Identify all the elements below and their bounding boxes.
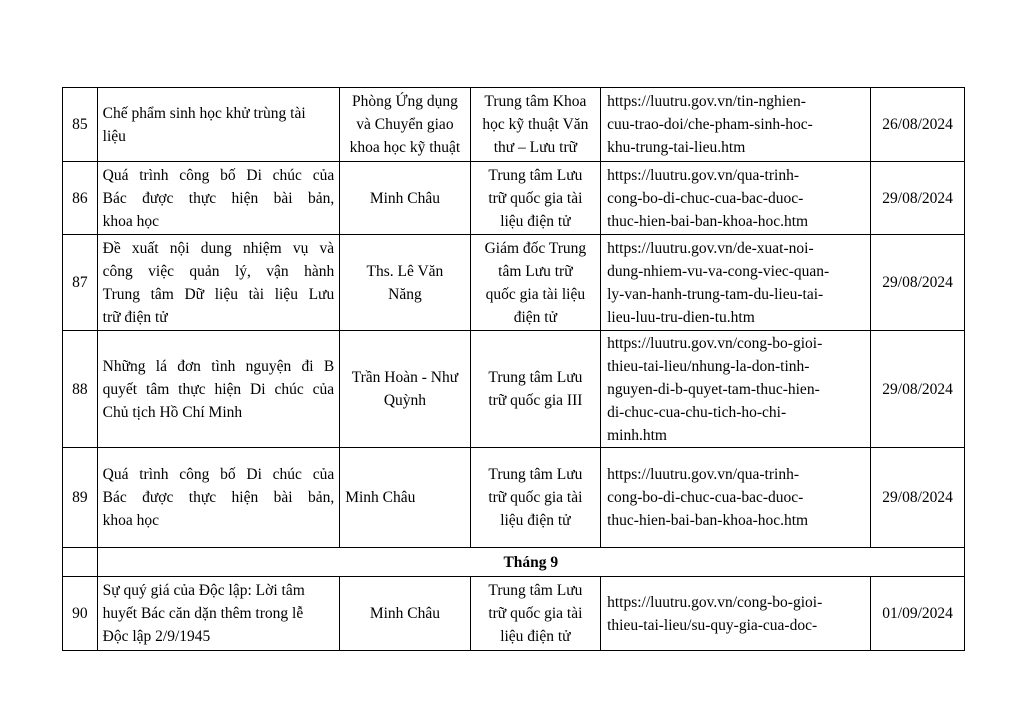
- records-table: [62, 87, 965, 651]
- publish-date: 29/08/2024: [871, 162, 965, 235]
- row-number: 85: [63, 88, 98, 162]
- article-url: https://luutru.gov.vn/qua-trinh- cong-bo-di-chuc-cua-bac-duoc- thuc-hien-bai-ban-khoa-hoc.htm: [601, 448, 871, 548]
- row-number: [63, 548, 98, 577]
- author: Trần Hoàn - Như Quỳnh: [340, 331, 470, 448]
- author: Phòng Ứng dụng và Chuyển giao khoa học kỹ thuật: [340, 88, 470, 162]
- organization: Trung tâm Lưu trữ quốc gia tài liệu điện tử: [470, 577, 600, 651]
- article-title: Đề xuất nội dung nhiệm vụ và công việc quản lý, vận hành Trung tâm Dữ liệu tài liệu Lưu trữ điện tử: [97, 235, 340, 331]
- organization: Trung tâm Khoa học kỹ thuật Văn thư – Lưu trữ: [470, 88, 600, 162]
- article-title: Quá trình công bố Di chúc của Bác được thực hiện bài bản, khoa học: [97, 448, 340, 548]
- organization: Trung tâm Lưu trữ quốc gia tài liệu điện tử: [470, 162, 600, 235]
- publish-date: 01/09/2024: [871, 577, 965, 651]
- publish-date: 29/08/2024: [871, 331, 965, 448]
- organization: Trung tâm Lưu trữ quốc gia III: [470, 331, 600, 448]
- row-number: 86: [63, 162, 98, 235]
- publish-date: 26/08/2024: [871, 88, 965, 162]
- article-title: Những lá đơn tình nguyện đi B quyết tâm thực hiện Di chúc của Chủ tịch Hồ Chí Minh: [97, 331, 340, 448]
- article-url: https://luutru.gov.vn/cong-bo-gioi- thieu-tai-lieu/nhung-la-don-tinh- nguyen-di-b-quyet-tam-thuc-hien- di-chuc-cua-chu-tich-ho-chi- minh.htm: [601, 331, 871, 448]
- table-row: [63, 331, 965, 448]
- publish-date: 29/08/2024: [871, 235, 965, 331]
- table-row: [63, 235, 965, 331]
- table-row: [63, 88, 965, 162]
- organization: Giám đốc Trung tâm Lưu trữ quốc gia tài liệu điện tử: [470, 235, 600, 331]
- row-number: 87: [63, 235, 98, 331]
- article-url: https://luutru.gov.vn/tin-nghien- cuu-trao-doi/che-pham-sinh-hoc- khu-trung-tai-lieu.htm: [601, 88, 871, 162]
- organization: Trung tâm Lưu trữ quốc gia tài liệu điện tử: [470, 448, 600, 548]
- article-title: Chế phẩm sinh học khử trùng tài liệu: [97, 88, 340, 162]
- month-header-row: [63, 548, 965, 577]
- author: Ths. Lê Văn Năng: [340, 235, 470, 331]
- author: Minh Châu: [340, 448, 470, 548]
- article-title: Quá trình công bố Di chúc của Bác được thực hiện bài bản, khoa học: [97, 162, 340, 235]
- table-row: [63, 577, 965, 651]
- row-number: 88: [63, 331, 98, 448]
- article-url: https://luutru.gov.vn/cong-bo-gioi- thieu-tai-lieu/su-quy-gia-cua-doc-: [601, 577, 871, 651]
- article-url: https://luutru.gov.vn/de-xuat-noi- dung-nhiem-vu-va-cong-viec-quan- ly-van-hanh-trung-tam-du-lieu-tai- lieu-luu-tru-dien-tu.htm: [601, 235, 871, 331]
- publish-date: 29/08/2024: [871, 448, 965, 548]
- table-row: [63, 448, 965, 548]
- author: Minh Châu: [340, 577, 470, 651]
- month-heading: Tháng 9: [97, 548, 964, 577]
- article-url: https://luutru.gov.vn/qua-trinh- cong-bo-di-chuc-cua-bac-duoc- thuc-hien-bai-ban-khoa-hoc.htm: [601, 162, 871, 235]
- row-number: 90: [63, 577, 98, 651]
- row-number: 89: [63, 448, 98, 548]
- article-title: Sự quý giá của Độc lập: Lời tâm huyết Bác căn dặn thêm trong lễ Độc lập 2/9/1945: [97, 577, 340, 651]
- author: Minh Châu: [340, 162, 470, 235]
- table-row: [63, 162, 965, 235]
